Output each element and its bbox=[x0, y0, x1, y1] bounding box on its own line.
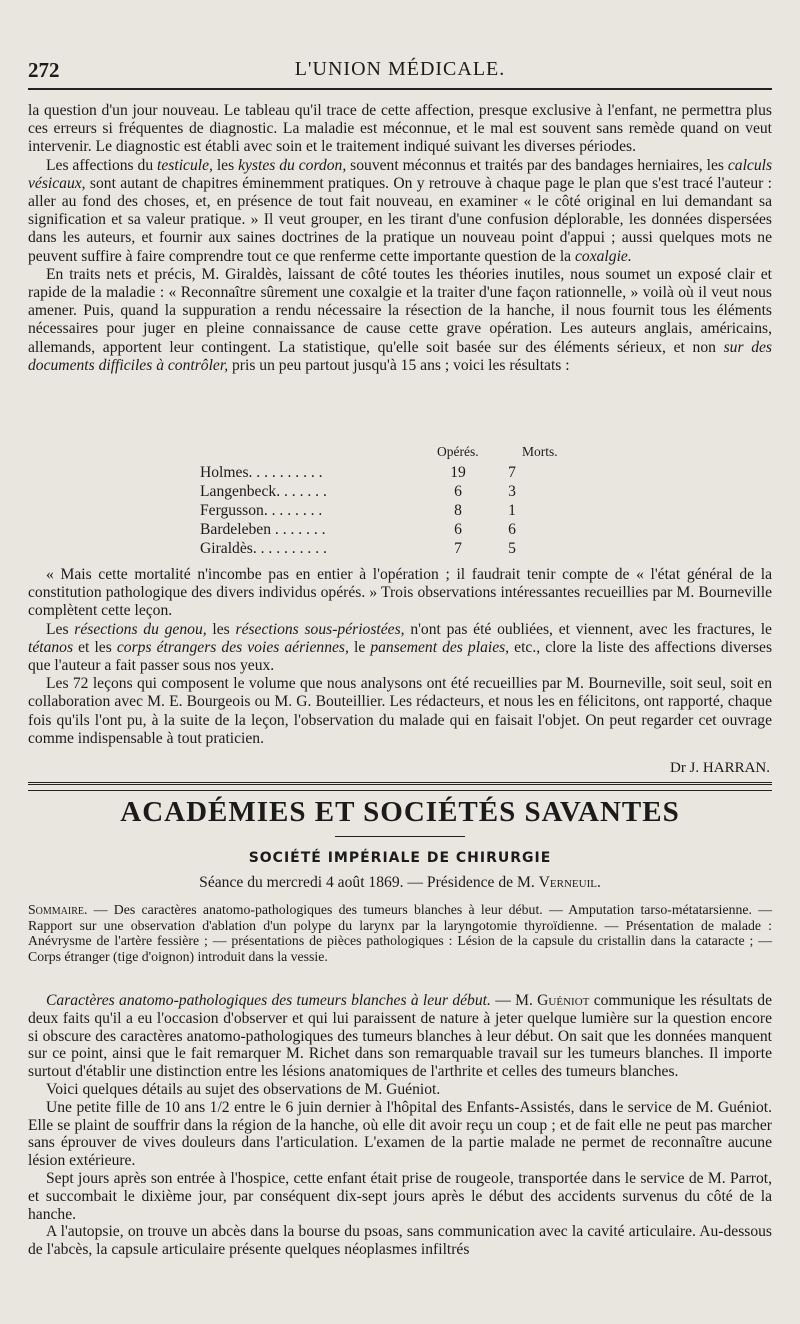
operes-value: 7 bbox=[454, 540, 462, 557]
italic-run: sur des documents difficiles à contrôler, bbox=[28, 338, 773, 374]
paragraph bbox=[28, 992, 772, 1081]
paragraph: « Mais cette mortalité n'incombe pas en entier à l'opération ; il faudrait tenir compte de « l'état général de la constitution pathologique des divers individus opérés. » Trois observations intéressantes recueillies par M. Bourneville complètent cette leçon. bbox=[28, 566, 772, 620]
paragraph: Les 72 leçons qui composent le volume que nous analysons ont été recueillies par M. Bourneville, soit seul, soit en collaboration avec M. E. Bourgeois ou M. G. Bouteillier. Les rédacteurs, et nous les en félicitons, ont rapporté, chaque fois qu'ils l'ont pu, à la suite de la leçon, l'observation du malade qui en faisait l'objet. On peut regarder cet ouvrage comme indispensable à tout praticien. bbox=[28, 675, 772, 747]
paragraph: A l'autopsie, on trouve un abcès dans la bourse du psoas, sans communication avec la cavité articulaire. Au-dessous de l'abcès, la capsule articulaire présente quelques néoplasmes infiltrés bbox=[28, 1223, 772, 1259]
operes-value: 6 bbox=[454, 483, 462, 500]
text-run: Les affections du bbox=[46, 156, 154, 174]
morts-value: 3 bbox=[508, 483, 516, 500]
column-header-operes: Opérés. bbox=[437, 444, 479, 459]
page-header bbox=[28, 52, 772, 86]
text-run: le bbox=[353, 638, 366, 656]
italic-run: Caractères anatomo-pathologiques des tumeurs blanches à leur début. bbox=[46, 992, 491, 1009]
title-underline bbox=[335, 836, 465, 837]
text-run: En traits nets et précis, M. Giraldès, laissant de côté toutes les théories inutiles, nous soumet un exposé clair et rapide de la maladie : « Reconnaître sûrement une coxalgie et la traiter d'une façon rationnelle, » voilà où il veut nous amener. Puis, quand la suppuration a rendu nécessaire la résection de la hanche, il nous fournit tous les éléments nécessaires pour juger en pleine connaissance de cause cette grave opération. Les auteurs anglais, américains, allemands, apportent leur contingent. La statistique, qu'elle soit basée sur des éléments sérieux, et non bbox=[28, 265, 772, 356]
text-run: sont autant de chapitres éminemment pratiques. On y retrouve à chaque page le plan que s'est tracé l'auteur : aller au fond des choses, et, en présence de tout fait nouveau, en examiner « le côté original en lui demandant sa signification et sa valeur pratique. » Il veut grouper, en les tirant d'une confusion déplorable, les données dispersées dans les auteurs, et fournir aux saines doctrines de la pratique un nouveau point d'appui ; aussi quelques mots ne peuvent suffire à faire comprendre tout ce que renferme cette importante question de la bbox=[28, 174, 772, 265]
morts-value: 1 bbox=[508, 502, 516, 519]
italic-run: testicule, bbox=[157, 156, 213, 174]
operes-value: 19 bbox=[450, 464, 466, 481]
paragraph: la question d'un jour nouveau. Le tableau qu'il trace de cette affection, presque exclusive à l'enfant, ne permettra plus ces erreurs si fréquentes de diagnostic. La maladie est méconnue, et le mal est souvent sans remède quand on veut intervenir. Le diagnostic est établi avec soin et le traitement indiqué suivant les diverses périodes. bbox=[28, 102, 772, 156]
header-rule bbox=[28, 88, 772, 90]
section-divider bbox=[28, 782, 772, 788]
session-summary bbox=[28, 902, 772, 964]
italic-run: corps étrangers des voies aériennes, bbox=[116, 638, 349, 656]
italic-run: résections du genou, bbox=[74, 620, 207, 638]
section-title: ACADÉMIES ET SOCIÉTÉS SAVANTES bbox=[120, 796, 680, 828]
session-line bbox=[28, 874, 772, 892]
journal-title: L'UNION MÉDICALE. bbox=[294, 58, 506, 80]
surgeon-name: Bardeleben . . . . . . . bbox=[200, 521, 326, 538]
section-divider-thin bbox=[28, 790, 772, 791]
text-run: n'ont pas été oubliées, et viennent, avec les fractures, le bbox=[410, 620, 772, 638]
paragraph: Une petite fille de 10 ans 1/2 entre le 6 juin dernier à l'hôpital des Enfants-Assistés, dans le service de M. Guéniot. Elle se plaint de souffrir dans la région de la hanche, où elle dit avoir reçu un coup ; et de fait elle ne peut pas marcher sans éprouver de vives douleurs dans l'articulation. L'examen de la partie malade ne permet de reconnaître aucune lésion extérieure. bbox=[28, 1098, 772, 1170]
society-name: SOCIÉTÉ IMPÉRIALE DE CHIRURGIE bbox=[248, 850, 552, 866]
paragraph: Sept jours après son entrée à l'hospice, cette enfant était prise de rougeole, transportée dans le service de M. Parrot, et succombait le dixième jour, par conséquent dix-sept jours après le début des accidents survenus du côté de la hanche. bbox=[28, 1169, 772, 1223]
text-run: les bbox=[212, 620, 230, 638]
surgeon-name: Langenbeck. . . . . . . bbox=[200, 483, 327, 500]
table-row bbox=[200, 464, 580, 483]
italic-run: coxalgie. bbox=[575, 247, 632, 265]
table-header bbox=[200, 444, 580, 464]
morts-value: 6 bbox=[508, 521, 516, 538]
operes-value: 8 bbox=[454, 502, 462, 519]
surgeon-name: Holmes. . . . . . . . . . bbox=[200, 464, 323, 481]
person-name: Guéniot bbox=[537, 992, 590, 1009]
president-name: Verneuil. bbox=[538, 874, 601, 891]
summary-text: — Des caractères anatomo-pathologiques des tumeurs blanches à leur début. — Amputation tarso-métatarsienne. — Rapport sur une observation d'ablation d'un polype du larynx par la laryngotomie thyroïdienne. — Présentation de malade : Anévrysme de l'artère fessière ; — présentations de pièces pathologiques : Lésion de la capsule du cristallin dans la cataracte ; — Corps étranger (tige d'oignon) introduit dans la vessie. bbox=[28, 902, 772, 964]
text-run: souvent méconnus et traités par des bandages herniaires, les bbox=[350, 156, 724, 174]
summary-paragraph bbox=[28, 902, 772, 964]
review-conclusion bbox=[28, 566, 772, 748]
session-report bbox=[28, 992, 772, 1259]
table-row bbox=[200, 483, 580, 502]
italic-run: résections sous-périostées, bbox=[235, 620, 405, 638]
summary-label: Sommaire. bbox=[28, 902, 88, 917]
surgeon-name: Fergusson. . . . . . . . bbox=[200, 502, 323, 519]
author-signature: Dr J. HARRAN. bbox=[669, 760, 770, 776]
paragraph: Voici quelques détails au sujet des observations de M. Guéniot. bbox=[46, 1080, 441, 1098]
text-run: communique les résultats de deux faits qu'il a eu l'occasion d'observer et qui lui paraissent de nature à jeter quelque lumière sur la question encore si obscure des caractères anatomo-pathologiques des tumeurs blanches à leur début. On sait que les données manquent sur ce point, ainsi que le fait remarquer M. Richet dans son remarquable travail sur les tumeurs blanches. Il importe surtout d'établir une distinction entre les lésions anatomiques de l'arthrite et celles des tumeurs blanches. bbox=[28, 992, 773, 1081]
morts-value: 7 bbox=[508, 464, 516, 481]
italic-run: kystes du cordon, bbox=[238, 156, 347, 174]
review-continuation bbox=[28, 102, 772, 375]
paragraph bbox=[28, 157, 772, 266]
italic-run: calculs vésicaux, bbox=[28, 156, 773, 192]
italic-run: tétanos bbox=[28, 638, 74, 656]
text-run: et les bbox=[78, 638, 112, 656]
table-row bbox=[200, 540, 580, 559]
operes-value: 6 bbox=[454, 521, 462, 538]
session-text: Séance du mercredi 4 août 1869. — Présidence de M. bbox=[199, 874, 535, 891]
paragraph bbox=[28, 621, 772, 676]
text-run: etc., clore la liste des affections diverses que l'auteur a fait passer sous nos yeux. bbox=[28, 638, 773, 675]
morts-value: 5 bbox=[508, 540, 516, 557]
text-run: pris un peu partout jusqu'à 15 ans ; voici les résultats : bbox=[232, 356, 570, 374]
text-run: — M. bbox=[495, 992, 533, 1009]
table-row bbox=[200, 502, 580, 521]
paragraph bbox=[28, 266, 772, 375]
table-row bbox=[200, 521, 580, 540]
surgeon-name: Giraldès. . . . . . . . . . bbox=[200, 540, 327, 557]
text-run: Les bbox=[46, 620, 69, 638]
page-number: 272 bbox=[28, 58, 60, 82]
column-header-morts: Morts. bbox=[522, 444, 558, 459]
italic-run: pansement des plaies, bbox=[370, 638, 510, 656]
text-run: les bbox=[216, 156, 235, 174]
mortality-table bbox=[200, 444, 580, 559]
